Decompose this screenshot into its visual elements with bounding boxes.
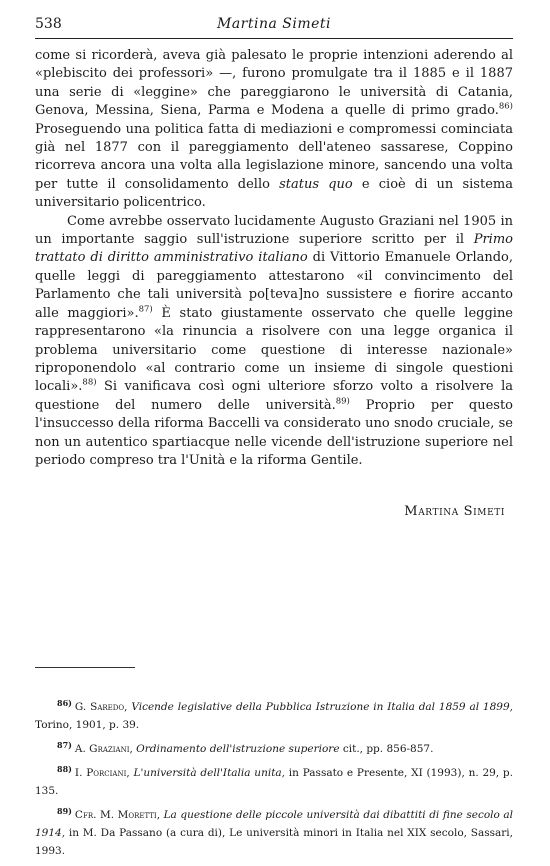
footnotes [35, 698, 513, 866]
footnote-ref-89: 89) [335, 396, 350, 407]
footnote-87 [35, 740, 513, 758]
p2-italic-title: Primo trattato di diritto amministrativo italiano [35, 232, 513, 266]
footnote-ref-86: 86) [498, 101, 513, 112]
footnote-rest: cit., pp. 856-857. [339, 743, 434, 755]
author-signature: Martina Simeti [404, 504, 505, 520]
page-number: 538 [35, 16, 62, 32]
p2-text-d: Si vanificava così ogni ulteriore sforzo volto a risolvere la questione del numero delle università. [35, 379, 513, 413]
footnote-title: Vicende legislative della Pubblica Istruzione in Italia dal 1859 al 1899, [131, 701, 513, 713]
p1-text-c: e cioè di un sistema universitario policentrico. [35, 176, 513, 211]
p2-text-e: Proprio per questo l'insuccesso della riforma Baccelli va considerato uno snodo cruciale, se non un autentico spartiacque nelle vicende dell'istruzione superiore nel periodo compreso tra l'Unità e la riforma Gentile. [35, 397, 513, 468]
footnote-number: 89) [57, 805, 72, 816]
footnote-author: A. Graziani, [74, 743, 133, 755]
footnote-title: Ordinamento dell'istruzione superiore [136, 743, 340, 755]
footnote-ref-88: 88) [82, 377, 97, 388]
paragraph-1 [35, 47, 513, 213]
p1-italic-status-quo: status quo [279, 176, 353, 192]
p2-text-b: di Vittorio Emanuele Orlando, quelle leggi di pareggiamento attestarono «il convincimento del Parlamento che tali università po[teva]no sussistere e fiorire accanto alle maggiori». [35, 250, 514, 321]
p2-text-c: È stato giustamente osservato che quelle leggine rappresentarono «la rinuncia a risolvere con una legge organica il problema universitario come questione di interesse nazionale» riproponendolo «al contrario come un insieme di singole questioni locali». [35, 305, 514, 395]
p1-text-a: come si ricorderà, aveva già palesato le proprie intenzioni aderendo al «plebiscito dei professori» —, furono promulgate tra il 1885 e il 1887 una serie di «leggine» che pareggiarono le università di Catania, Genova, Messina, Siena, Parma e Modena a quelle di primo grado. [35, 48, 513, 119]
footnote-number: 88) [57, 763, 72, 774]
footnote-number: 86) [57, 697, 72, 708]
footnote-author: I. Porciani, [74, 767, 130, 779]
footnote-ref-87: 87) [138, 304, 153, 315]
paragraph-2 [35, 213, 513, 471]
running-head [35, 14, 513, 39]
footnote-rule [35, 667, 135, 668]
footnote-rest: Torino, 1901, p. 39. [35, 719, 140, 731]
body-text [35, 47, 513, 470]
page [35, 14, 514, 857]
footnote-title: La questione delle piccole università dai dibattiti di fine secolo al 1914, [35, 809, 513, 839]
footnote-rest: in M. Da Passano (a cura di), Le università minori in Italia nel XIX secolo, Sassari, 1993. [35, 827, 513, 857]
footnote-88 [35, 764, 513, 800]
p2-text-a: Come avrebbe osservato lucidamente Augusto Graziani nel 1905 in un importante saggio sull'istruzione superiore scritto per il [35, 213, 513, 248]
footnote-number: 87) [57, 739, 72, 750]
running-title: Martina Simeti [216, 16, 332, 32]
footnote-89 [35, 806, 513, 860]
footnote-86 [35, 698, 513, 734]
footnote-author: G. Saredo, [74, 701, 128, 713]
footnote-title: L'università dell'Italia unita, [133, 767, 286, 779]
footnote-author: Cfr. M. Moretti, [74, 809, 161, 821]
p1-text-b: Proseguendo una politica fatta di mediazioni e compromessi cominciata già nel 1877 con il pareggiamento dell'ateneo sassarese, Coppino ricorreva ancora una volta alla legislazione minore, sancendo una volta per tutte il consolidamento dello [35, 121, 513, 192]
footnote-rest: in Passato e Presente, XI (1993), n. 29, p. 135. [35, 767, 513, 797]
